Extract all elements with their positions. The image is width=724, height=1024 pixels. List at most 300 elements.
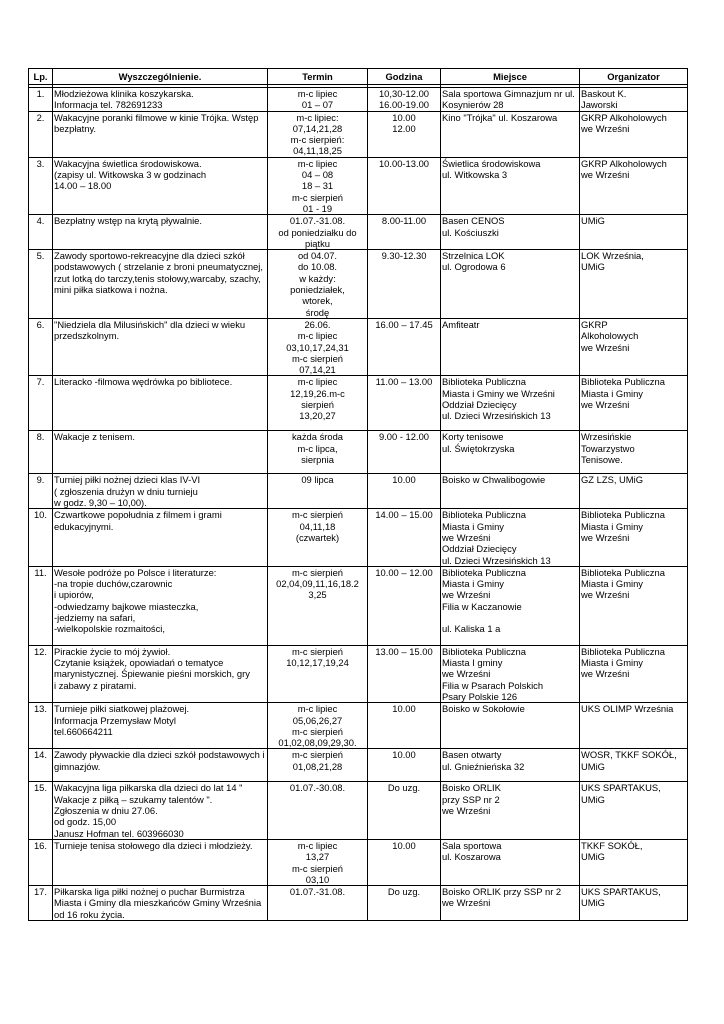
cell-line: 10.00 xyxy=(392,749,416,761)
cell-line: Do uzg. xyxy=(387,782,421,794)
cell-time xyxy=(368,474,441,509)
cell-line: -wielkopolskie rozmaitości, xyxy=(54,623,165,635)
cell-description xyxy=(53,749,268,782)
cell-line: Boisko w Sokołowie xyxy=(442,703,525,715)
cell-line: Zgłoszenia w dniu 27.06. xyxy=(54,805,158,817)
table-row xyxy=(29,509,688,566)
cell-line: Zawody sportowo-rekreacyjne dla dzieci szkół xyxy=(54,250,245,262)
cell-line: 9. xyxy=(36,474,45,486)
cell-line: (zapisy ul. Witkowska 3 w godzinach xyxy=(54,169,207,181)
cell-line: 10.00-13.00 xyxy=(378,157,430,169)
cell-line: 1. xyxy=(36,88,45,99)
cell-line: Baskout K. xyxy=(581,88,627,99)
cell-time xyxy=(368,250,441,319)
cell-line: Basen otwarty xyxy=(442,749,502,761)
cell-line: Biblioteka Publiczna xyxy=(581,509,665,521)
cell-line: Boisko ORLIK xyxy=(442,782,501,794)
cell-description xyxy=(53,431,268,474)
cell-line: we Wrześni xyxy=(442,897,491,909)
cell-line: Miasta i Gminy xyxy=(581,657,643,669)
cell-line: i upiorów, xyxy=(54,589,94,601)
cell-line: UKS OLIMP Września xyxy=(581,703,674,715)
cell-lp xyxy=(29,509,53,566)
cell-time xyxy=(368,215,441,250)
cell-place xyxy=(441,88,580,112)
cell-line: 16.00 – 17.45 xyxy=(375,318,433,330)
cell-line: m-c sierpień xyxy=(291,191,344,203)
cell-line: wtorek, xyxy=(302,295,333,307)
cell-line: Biblioteka Publiczna xyxy=(581,645,665,657)
cell-line: Bezpłatny wstęp na krytą pływalnie. xyxy=(54,215,202,227)
cell-organizer xyxy=(580,509,688,566)
cell-line: ul. Witkowska 3 xyxy=(442,169,508,181)
cell-line: UKS SPARTAKUS, xyxy=(581,782,661,794)
cell-line: 13. xyxy=(33,703,48,715)
cell-description xyxy=(53,566,268,645)
cell-line: 6. xyxy=(36,318,45,330)
cell-line: Miasta i Gminy xyxy=(581,387,643,399)
cell-date xyxy=(268,839,368,885)
cell-line: 04 – 08 xyxy=(301,169,334,181)
cell-lp xyxy=(29,111,53,157)
cell-time xyxy=(368,782,441,839)
cell-date xyxy=(268,157,368,214)
cell-date xyxy=(268,88,368,112)
cell-line: m-c lipiec xyxy=(297,157,338,169)
cell-line: we Wrześni xyxy=(581,531,630,543)
cell-line: Świetlica środowiskowa xyxy=(442,157,541,169)
cell-organizer xyxy=(580,566,688,645)
cell-line: we Wrześni xyxy=(581,341,630,353)
cell-line: 3,25 xyxy=(308,589,327,601)
cell-line: poniedziałek, xyxy=(290,284,345,296)
cell-line: 17. xyxy=(33,886,48,898)
cell-description xyxy=(53,886,268,921)
cell-line: 9.30-12.30 xyxy=(381,250,427,262)
cell-line: Pirackie życie to mój żywioł. xyxy=(54,645,171,657)
cell-line: 3. xyxy=(36,157,45,169)
cell-line: m-c lipiec xyxy=(297,330,338,342)
cell-organizer xyxy=(580,431,688,474)
cell-lp xyxy=(29,645,53,702)
cell-lp xyxy=(29,250,53,319)
cell-line: Biblioteka Publiczna xyxy=(442,566,526,578)
cell-line: Wesołe podróże po Polsce i literaturze: xyxy=(54,566,217,578)
cell-lp xyxy=(29,749,53,782)
table-row xyxy=(29,215,688,250)
cell-line: UMiG xyxy=(581,760,605,772)
cell-line: 01,08,21,28 xyxy=(292,760,343,772)
cell-date xyxy=(268,474,368,509)
cell-line: Miasta I gminy xyxy=(442,657,503,669)
cell-line: Basen CENOS xyxy=(442,215,505,227)
table-body xyxy=(29,85,688,921)
cell-line: ul. Ogrodowa 6 xyxy=(442,261,506,273)
cell-line: m-c lipca, xyxy=(297,442,338,454)
cell-line: edukacyjnymi. xyxy=(54,520,114,532)
cell-line: m-c sierpień xyxy=(291,352,344,364)
cell-line: 11.00 – 13.00 xyxy=(375,376,433,388)
cell-description xyxy=(53,157,268,214)
cell-lp xyxy=(29,474,53,509)
cell-line: Miasta i Gminy xyxy=(581,520,643,532)
cell-line: 01 - 19 xyxy=(302,202,333,214)
cell-place xyxy=(441,318,580,375)
cell-line: Psary Polskie 126 xyxy=(442,690,518,702)
cell-line: 16. xyxy=(33,839,48,851)
cell-line: Korty tenisowe xyxy=(442,431,504,443)
cell-line: 03,10 xyxy=(305,873,330,885)
cell-place xyxy=(441,376,580,431)
cell-line: Miasta i Gminy dla mieszkańców Gminy Września xyxy=(54,897,262,909)
cell-time xyxy=(368,509,441,566)
cell-line: Wakacje z piłką – szukamy talentów ". xyxy=(54,793,213,805)
cell-line: m-c sierpień xyxy=(291,862,344,874)
table-row xyxy=(29,782,688,839)
cell-line: 11. xyxy=(34,566,47,578)
cell-line: Miasta i Gminy xyxy=(442,578,504,590)
cell-description xyxy=(53,839,268,885)
cell-line: -na tropie duchów,czarownic xyxy=(54,578,173,590)
cell-line: 14.00 – 15.00 xyxy=(375,509,433,521)
cell-line: Strzelnica LOK xyxy=(442,250,505,262)
cell-line: 26.06. xyxy=(304,318,331,330)
cell-line: UMiG xyxy=(581,261,605,273)
cell-line: ul. Świętokrzyska xyxy=(442,442,515,454)
cell-organizer xyxy=(580,703,688,749)
cell-line: i zabawy z piratami. xyxy=(54,679,137,691)
cell-line: ul. Kościuszki xyxy=(442,226,499,238)
cell-line: m-c lipiec: xyxy=(296,111,339,123)
cell-description xyxy=(53,703,268,749)
cell-line: Miasta i Gminy we Wrześni xyxy=(442,387,555,399)
cell-line: "Niedziela dla Milusińskich" dla dzieci w wieku xyxy=(54,318,246,330)
cell-line: 12. xyxy=(33,645,48,657)
table-row xyxy=(29,318,688,375)
cell-line: 10,30-12.00 xyxy=(378,88,430,99)
cell-line: we Wrześni xyxy=(581,399,630,411)
table-row xyxy=(29,566,688,645)
cell-organizer xyxy=(580,215,688,250)
cell-date xyxy=(268,509,368,566)
cell-line: Filia w Kaczanowie xyxy=(442,600,522,612)
cell-line: tel.660664211 xyxy=(54,725,113,737)
header-date: Termin xyxy=(268,69,368,85)
cell-line: 03,10,17,24,31 xyxy=(286,341,349,353)
cell-line: przedszkolnym. xyxy=(54,330,120,342)
cell-line: Kosynierów 28 xyxy=(442,99,504,111)
cell-place xyxy=(441,703,580,749)
cell-line: we Wrześni xyxy=(581,668,630,680)
cell-line: Informacja tel. 782691233 xyxy=(54,99,163,111)
cell-line: Oddział Dziecięcy xyxy=(442,399,517,411)
cell-line: WOSR, TKKF SOKÓŁ, xyxy=(581,749,677,761)
cell-line: 13,20,27 xyxy=(299,410,336,422)
cell-date xyxy=(268,645,368,702)
cell-line: m-c lipiec xyxy=(297,376,338,388)
cell-line: we Wrześni xyxy=(442,805,491,817)
table-header-row xyxy=(29,69,688,85)
cell-line: Miasta i Gminy xyxy=(581,578,643,590)
cell-date xyxy=(268,111,368,157)
cell-line: środę xyxy=(305,306,330,318)
cell-line: m-c sierpień xyxy=(291,566,344,578)
cell-line: we Wrześni xyxy=(581,589,630,601)
table-row xyxy=(29,376,688,431)
cell-line: Turnieje tenisa stołowego dla dzieci i młodzieży. xyxy=(54,839,253,851)
cell-place xyxy=(441,157,580,214)
cell-line: gimnazjów. xyxy=(54,760,101,772)
cell-line: Wakacyjna liga piłkarska dla dzieci do lat 14 " xyxy=(54,782,243,794)
cell-date xyxy=(268,250,368,319)
cell-line: m-c lipiec xyxy=(297,703,338,715)
cell-line: Biblioteka Publiczna xyxy=(442,509,526,521)
cell-line: 7. xyxy=(36,376,45,388)
cell-line: LOK Września, xyxy=(581,250,644,262)
cell-time xyxy=(368,645,441,702)
cell-lp xyxy=(29,376,53,431)
cell-organizer xyxy=(580,111,688,157)
cell-line: 18 – 31 xyxy=(301,180,334,192)
cell-line: m-c lipiec xyxy=(297,839,338,851)
table-row xyxy=(29,474,688,509)
cell-line: ( zgłoszenia drużyn w dniu turnieju xyxy=(54,485,198,497)
cell-lp xyxy=(29,886,53,921)
cell-line: 9.00 - 12.00 xyxy=(378,431,430,443)
cell-description xyxy=(53,111,268,157)
schedule-table xyxy=(28,68,688,921)
cell-description xyxy=(53,782,268,839)
cell-line: GKRP Alkoholowych xyxy=(581,111,667,123)
cell-line: 01,02,08,09,29,30. xyxy=(278,737,357,749)
cell-line: Piłkarska liga piłki nożnej o puchar Burmistrza xyxy=(54,886,245,898)
cell-line: sierpnia xyxy=(301,454,334,466)
cell-description xyxy=(53,474,268,509)
cell-line: 8. xyxy=(36,431,45,443)
cell-line: we Wrześni xyxy=(442,531,491,543)
cell-line: Oddział Dziecięcy xyxy=(442,543,517,555)
cell-date xyxy=(268,318,368,375)
cell-line: Biblioteka Publiczna xyxy=(442,376,526,388)
cell-lp xyxy=(29,566,53,645)
table-row xyxy=(29,250,688,319)
cell-line: marynistycznej. Śpiewanie pieśni morskich, gry xyxy=(54,668,250,680)
cell-organizer xyxy=(580,376,688,431)
cell-date xyxy=(268,749,368,782)
cell-description xyxy=(53,250,268,319)
cell-organizer xyxy=(580,318,688,375)
cell-date xyxy=(268,215,368,250)
cell-line: Biblioteka Publiczna xyxy=(581,566,665,578)
cell-line: Turniej piłki nożnej dzieci klas IV-VI xyxy=(54,474,201,486)
cell-line: Tenisowe. xyxy=(581,454,623,466)
cell-line: 2. xyxy=(36,111,45,123)
cell-organizer xyxy=(580,250,688,319)
cell-description xyxy=(53,509,268,566)
header-organizer: Organizator xyxy=(580,69,688,85)
cell-line xyxy=(442,612,578,623)
cell-line: UKS SPARTAKUS, xyxy=(581,886,661,898)
cell-line: Wakacyjna świetlica środowiskowa. xyxy=(54,157,202,169)
cell-line: 12.00 xyxy=(392,122,416,134)
cell-line: we Wrześni xyxy=(442,668,491,680)
cell-line: Miasta i Gminy xyxy=(442,520,504,532)
cell-time xyxy=(368,839,441,885)
cell-line: 13,27 xyxy=(305,851,330,863)
cell-line: 14. xyxy=(33,749,48,761)
cell-description xyxy=(53,318,268,375)
cell-line: Kino "Trójka" ul. Koszarowa xyxy=(442,111,558,123)
cell-place xyxy=(441,509,580,566)
cell-place xyxy=(441,474,580,509)
cell-line: 10.00 xyxy=(392,474,416,486)
cell-lp xyxy=(29,782,53,839)
cell-line: Sala sportowa xyxy=(442,839,502,851)
cell-line: m-c sierpień xyxy=(291,725,344,737)
header-time: Godzina xyxy=(368,69,441,85)
cell-line: 13.00 – 15.00 xyxy=(375,645,433,657)
cell-line: 14.00 – 18.00 xyxy=(54,180,112,192)
cell-line: 10.00 – 12.00 xyxy=(375,566,433,578)
cell-line: Sala sportowa Gimnazjum nr ul. xyxy=(442,88,575,99)
cell-line: we Wrześni xyxy=(581,122,630,134)
cell-line: 02,04,09,11,16,18.2 xyxy=(276,578,359,590)
cell-lp xyxy=(29,431,53,474)
cell-lp xyxy=(29,703,53,749)
cell-line: 04,11,18 xyxy=(299,520,336,532)
cell-organizer xyxy=(580,474,688,509)
cell-line: GKRP xyxy=(581,318,608,330)
cell-line: m-c sierpień xyxy=(291,645,344,657)
cell-organizer xyxy=(580,839,688,885)
cell-line: m-c lipiec xyxy=(297,88,338,99)
cell-line: piątku xyxy=(304,237,331,249)
cell-date xyxy=(268,886,368,921)
table-row xyxy=(29,703,688,749)
cell-place xyxy=(441,431,580,474)
cell-line: 10.00 xyxy=(392,839,416,851)
cell-line: 05,06,26,27 xyxy=(292,714,343,726)
cell-time xyxy=(368,431,441,474)
cell-line: Literacko -filmowa wędrówka po bibliotece. xyxy=(54,376,233,388)
cell-line: w każdy: xyxy=(299,272,336,284)
table-row xyxy=(29,886,688,921)
cell-time xyxy=(368,749,441,782)
cell-organizer xyxy=(580,886,688,921)
cell-date xyxy=(268,431,368,474)
cell-line: Towarzystwo xyxy=(581,442,635,454)
cell-line: 10.00 xyxy=(392,111,416,123)
cell-line: -odwiedzamy bajkowe miasteczka, xyxy=(54,600,199,612)
cell-line: od 04.07. xyxy=(297,250,338,262)
cell-place xyxy=(441,250,580,319)
cell-lp xyxy=(29,88,53,112)
cell-place xyxy=(441,749,580,782)
cell-line: 07,14,21 xyxy=(299,364,336,376)
cell-line: 12,19,26.m-c xyxy=(290,387,345,399)
cell-date xyxy=(268,566,368,645)
cell-line: od poniedziałku do xyxy=(278,226,357,238)
cell-time xyxy=(368,886,441,921)
cell-line: 10,12,17,19,24 xyxy=(286,657,349,669)
table-row xyxy=(29,839,688,885)
cell-line: we Wrześni xyxy=(442,589,491,601)
cell-line: we Wrześni xyxy=(581,169,630,181)
cell-line: UMiG xyxy=(581,851,605,863)
cell-line: 8.00-11.00 xyxy=(381,215,427,227)
cell-time xyxy=(368,376,441,431)
cell-line: Turnieje piłki siatkowej plażowej. xyxy=(54,703,190,715)
cell-time xyxy=(368,111,441,157)
cell-line: Amfiteatr xyxy=(442,318,480,330)
cell-line: 10. xyxy=(33,509,48,521)
cell-line: Wrzesińskie xyxy=(581,431,632,443)
cell-line: Wakacje z tenisem. xyxy=(54,431,135,443)
cell-line: Czytanie książek, opowiadań o tematyce xyxy=(54,657,224,669)
cell-line: Alkoholowych xyxy=(581,330,639,342)
cell-line: m-c sierpień xyxy=(291,749,344,761)
table-row xyxy=(29,111,688,157)
cell-line: Boisko w Chwalibogowie xyxy=(442,474,546,486)
cell-line: m-c sierpień xyxy=(291,509,344,521)
cell-line: -jedziemy na safari, xyxy=(54,611,136,623)
cell-line: od godz. 15,00 xyxy=(54,816,117,828)
header-lp: Lp. xyxy=(29,69,53,85)
cell-line: Zawody pływackie dla dzieci szkół podstawowych i xyxy=(54,749,265,761)
cell-line: ul. Gnieźnieńska 32 xyxy=(442,760,525,772)
document-page xyxy=(28,68,687,921)
cell-description xyxy=(53,645,268,702)
cell-line: Biblioteka Publiczna xyxy=(442,645,526,657)
cell-time xyxy=(368,88,441,112)
cell-line: UMiG xyxy=(581,897,605,909)
cell-line: Czwartkowe popołudnia z filmem i grami xyxy=(54,509,222,521)
cell-date xyxy=(268,782,368,839)
cell-line: 09 lipca xyxy=(301,474,334,486)
cell-place xyxy=(441,566,580,645)
cell-organizer xyxy=(580,749,688,782)
cell-organizer xyxy=(580,88,688,112)
cell-lp xyxy=(29,157,53,214)
cell-line: 01.07.-31.08. xyxy=(289,215,346,227)
cell-line: Informacja Przemysław Motyl xyxy=(54,714,176,726)
cell-line: 04,11,18,25 xyxy=(293,145,342,157)
cell-line: do 10.08. xyxy=(297,261,338,273)
cell-line: przy SSP nr 2 xyxy=(442,793,500,805)
cell-place xyxy=(441,886,580,921)
table-row xyxy=(29,157,688,214)
cell-time xyxy=(368,157,441,214)
cell-line: 01 – 07 xyxy=(301,99,334,111)
cell-organizer xyxy=(580,782,688,839)
cell-lp xyxy=(29,215,53,250)
cell-line: GKRP Alkoholowych xyxy=(581,157,667,169)
cell-place xyxy=(441,782,580,839)
cell-line: TKKF SOKÓŁ, xyxy=(581,839,643,851)
cell-line: 4. xyxy=(36,215,45,227)
cell-line: ul. Dzieci Wrzesińskich 13 xyxy=(442,410,551,422)
cell-line: ul. Kaliska 1 a xyxy=(442,623,501,635)
cell-place xyxy=(441,839,580,885)
header-description: Wyszczególnienie. xyxy=(53,69,268,85)
table-row xyxy=(29,645,688,702)
cell-line: Do uzg. xyxy=(387,886,421,898)
cell-place xyxy=(441,111,580,157)
cell-line: każda środa xyxy=(291,431,344,443)
cell-place xyxy=(441,215,580,250)
cell-time xyxy=(368,703,441,749)
cell-line: 16.00-19.00 xyxy=(378,99,430,111)
